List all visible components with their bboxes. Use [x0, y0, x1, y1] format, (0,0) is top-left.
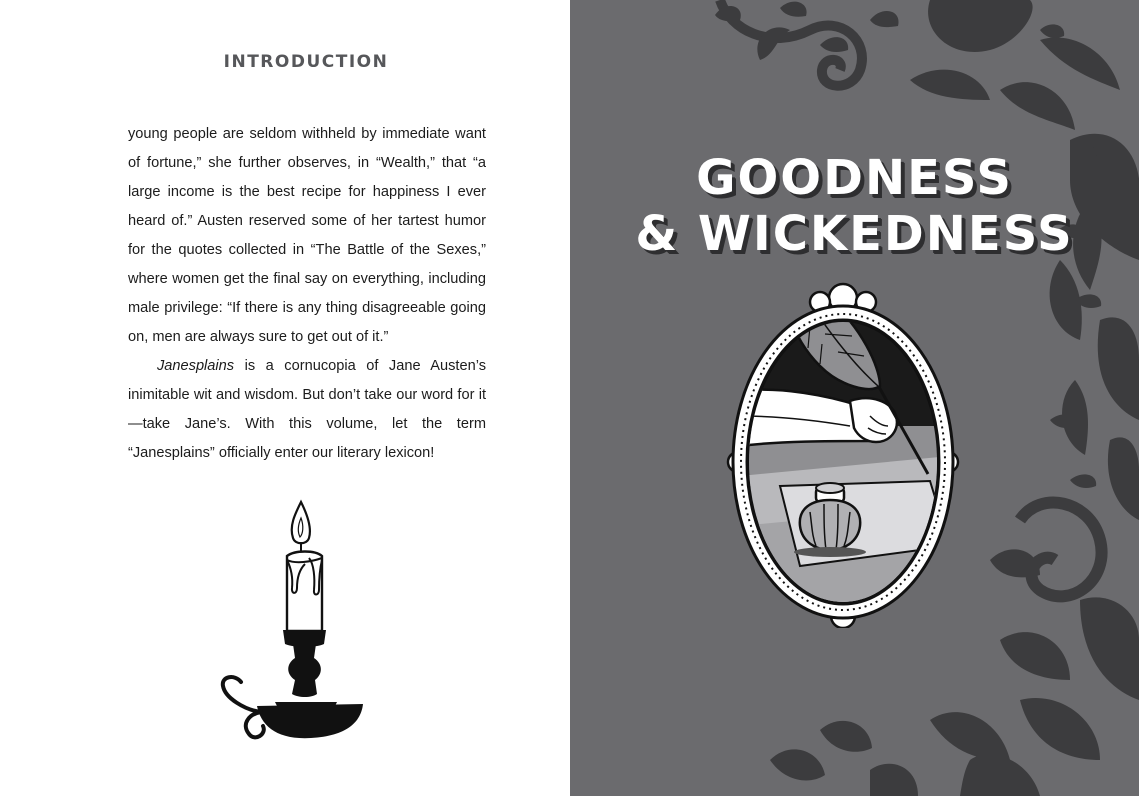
chapter-title-line-2: & WICKEDNESS [635, 206, 1074, 262]
right-page [570, 0, 1139, 796]
candlestick-illustration [215, 498, 367, 748]
quill-inkwell-cameo-illustration [720, 276, 966, 628]
paragraph-2 [128, 352, 486, 468]
paragraph-2-text: is a cornucopia of Jane Austen’s inimitable wit and wisdom. But don’t take our word for it—take Jane’s. With this volume, let the term “Janesplains” officially enter our literary lexicon! [128, 358, 486, 461]
body-text [128, 120, 486, 468]
chapter-title [570, 150, 1139, 262]
book-title-italic: Janesplains [157, 358, 235, 374]
paragraph-1: young people are seldom withheld by immediate want of fortune,” she further observes, in “Wealth,” that “a large income is the best recipe for happiness I ever heard of.” Austen reserved some of her tartest humor for the quotes collected in “The Battle of the Sexes,” where women get the final say on everything, including male privilege: “If there is any thing disagreeable going on, men are always sure to get out of it.” [128, 126, 486, 345]
running-head: INTRODUCTION [223, 52, 389, 72]
chapter-title-line-1: GOODNESS [696, 150, 1013, 206]
